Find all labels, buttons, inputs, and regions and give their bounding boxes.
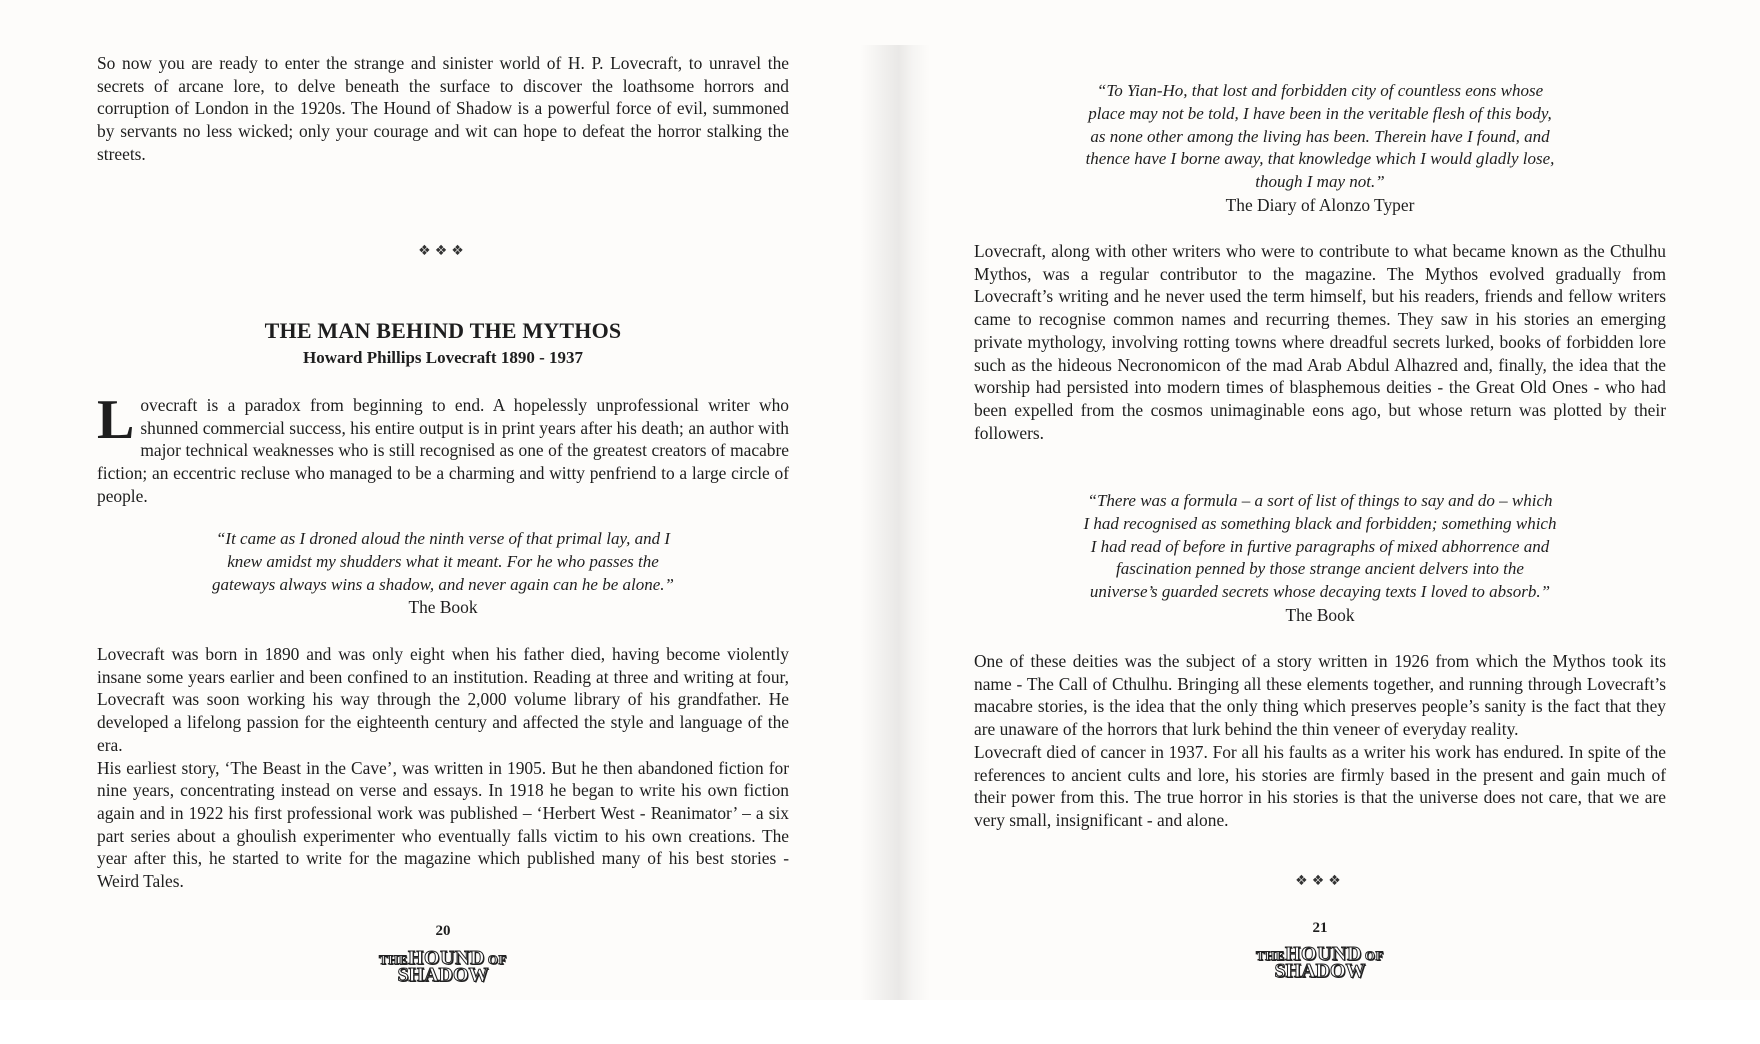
quote-line: knew amidst my shudders what it meant. For he who passes the: [227, 551, 659, 571]
quote-line: place may not be told, I have been in the veritable flesh of this body,: [1088, 103, 1552, 123]
page-gutter: [860, 45, 930, 1000]
quote-line: though I may not.”: [1255, 172, 1385, 192]
biography-block: [97, 643, 789, 893]
legacy-paragraph: Lovecraft died of cancer in 1937. For all his faults as a writer his work has endured. In spite of the references to ancient cults and lore, his stories are firmly based in the present and gain much of their power from this. The true horror in his stories is that the universe does not care, that we are very small, insignificant - and alone.: [974, 741, 1666, 830]
section-ornament: ❖❖❖: [1295, 873, 1345, 889]
quote-line: I had read of before in furtive paragraphs of mixed abhorrence and: [1090, 536, 1550, 556]
left-page: [0, 0, 882, 1000]
page-number-left: 20: [435, 923, 451, 939]
diary-quote-block: [974, 80, 1666, 217]
quote-line: gateways always wins a shadow, and never again can he be alone.”: [212, 574, 674, 594]
quote-source: The Book: [1285, 604, 1355, 625]
quote-line: I had recognised as something black and forbidden; something which: [1083, 513, 1557, 533]
quote-source: The Diary of Alonzo Typer: [1225, 194, 1415, 215]
bottom-margin: [0, 1000, 1760, 1044]
intro-paragraph: So now you are ready to enter the strange and sinister world of H. P. Lovecraft, to unravel the secrets of arcane lore, to delve beneath the surface to discover the loathsome horrors and corruption of London in the 1920s. The Hound of Shadow is a powerful force of evil, summoned by servants no less wicked; only your courage and wit can hope to defeat the horror stalking the streets.: [97, 53, 789, 164]
section-heading-block: [97, 318, 789, 368]
book-quote-left: [97, 528, 789, 619]
section-subheading: Howard Phillips Lovecraft 1890 - 1937: [302, 348, 583, 367]
cthulhu-paragraph: One of these deities was the subject of a story written in 1926 from which the Mythos took its name - The Call of Cthulhu. Bringing all these elements together, and running through Lovecraft’s macabre stories, is the idea that the only thing which preserves people’s sanity is the fact that they are unaware of the horrors that lurk behind the thin veneer of everyday reality.: [974, 651, 1666, 740]
mythos-block: [974, 240, 1666, 444]
opening-paragraph: [97, 389, 789, 508]
quote-line: as none other among the living has been. Therein have I found, and: [1090, 126, 1550, 146]
quote-line: universe’s guarded secrets whose decaying texts I loved to absorb.”: [1089, 582, 1551, 602]
mythos-paragraph: Lovecraft, along with other writers who were to contribute to what became known as the Cthulhu Mythos, was a regular contributor to the magazine. The Mythos evolved gradually from Lovecraft’s writing and he never used the term himself, but his readers, friends and fellow writers came to recognise common names and recurring themes. They saw in his stories an emerging private mythology, involving rotting towns where dreadful secrets lurked, books of forbidden lore such as the hideous Necronomicon of the mad Arab Abdul Alhazred and, finally, the idea that the worship had persisted into modern times of blasphemous deities - the Great Old Ones - who had been expelled from the cosmos unimaginable eons ago, but whose return was plotted by their followers.: [974, 241, 1666, 443]
book-quote-right: [974, 490, 1666, 627]
opening-paragraph-text: ovecraft is a paradox from beginning to end. A hopelessly unprofessional writer who shunned commercial success, his entire output is in print years after his death; an author with major technical weaknesses who is still recognised as one of the greatest creators of macabre fiction; an eccentric recluse who managed to be a charming and witty penfriend to a large circle of people.: [97, 395, 789, 506]
quote-line: thence have I borne away, that knowledge which I would gladly lose,: [1085, 149, 1555, 169]
section-ornament: ❖❖❖: [418, 243, 468, 259]
quote-line: fascination penned by those strange ancient delvers into the: [1116, 559, 1524, 579]
right-page: [882, 0, 1760, 1000]
intro-block: [97, 52, 789, 166]
section-heading: THE MAN BEHIND THE MYTHOS: [264, 318, 622, 343]
drop-cap: L: [97, 389, 135, 451]
quote-source: The Book: [408, 597, 478, 618]
hound-of-shadow-logo-right: THEHOUND OF SHADOW: [1256, 943, 1384, 982]
early-works-paragraph: His earliest story, ‘The Beast in the Cave’, was written in 1905. But he then abandoned fiction for nine years, concentrating instead on verse and essays. In 1918 he began to write his own fiction again and in 1922 his first professional work was published – ‘Herbert West - Reanimator’ – a six part series about a ghoulish experimenter who eventually falls victim to his own creations. The year after this, he started to write for the magazine which published many of his best stories - Weird Tales.: [97, 757, 789, 892]
page-number-right: 21: [1312, 920, 1328, 936]
quote-line: “To Yian-Ho, that lost and forbidden city of countless eons whose: [1096, 81, 1544, 100]
quote-line: “There was a formula – a sort of list of things to say and do – which: [1087, 491, 1553, 510]
hound-of-shadow-logo-left: THEHOUND OF SHADOW: [379, 947, 507, 986]
biography-paragraph: Lovecraft was born in 1890 and was only eight when his father died, having become violently insane some years earlier and been confined to an institution. Reading at three and writing at four, Lovecraft was soon working his way through the 2,000 volume library of his grandfather. He developed a lifelong passion for the eighteenth century and affected the style and language of the era.: [97, 644, 789, 755]
quote-line: “It came as I droned aloud the ninth verse of that primal lay, and I: [215, 529, 671, 548]
opening-paragraph-block: [97, 389, 789, 508]
cthulhu-block: [974, 650, 1666, 832]
